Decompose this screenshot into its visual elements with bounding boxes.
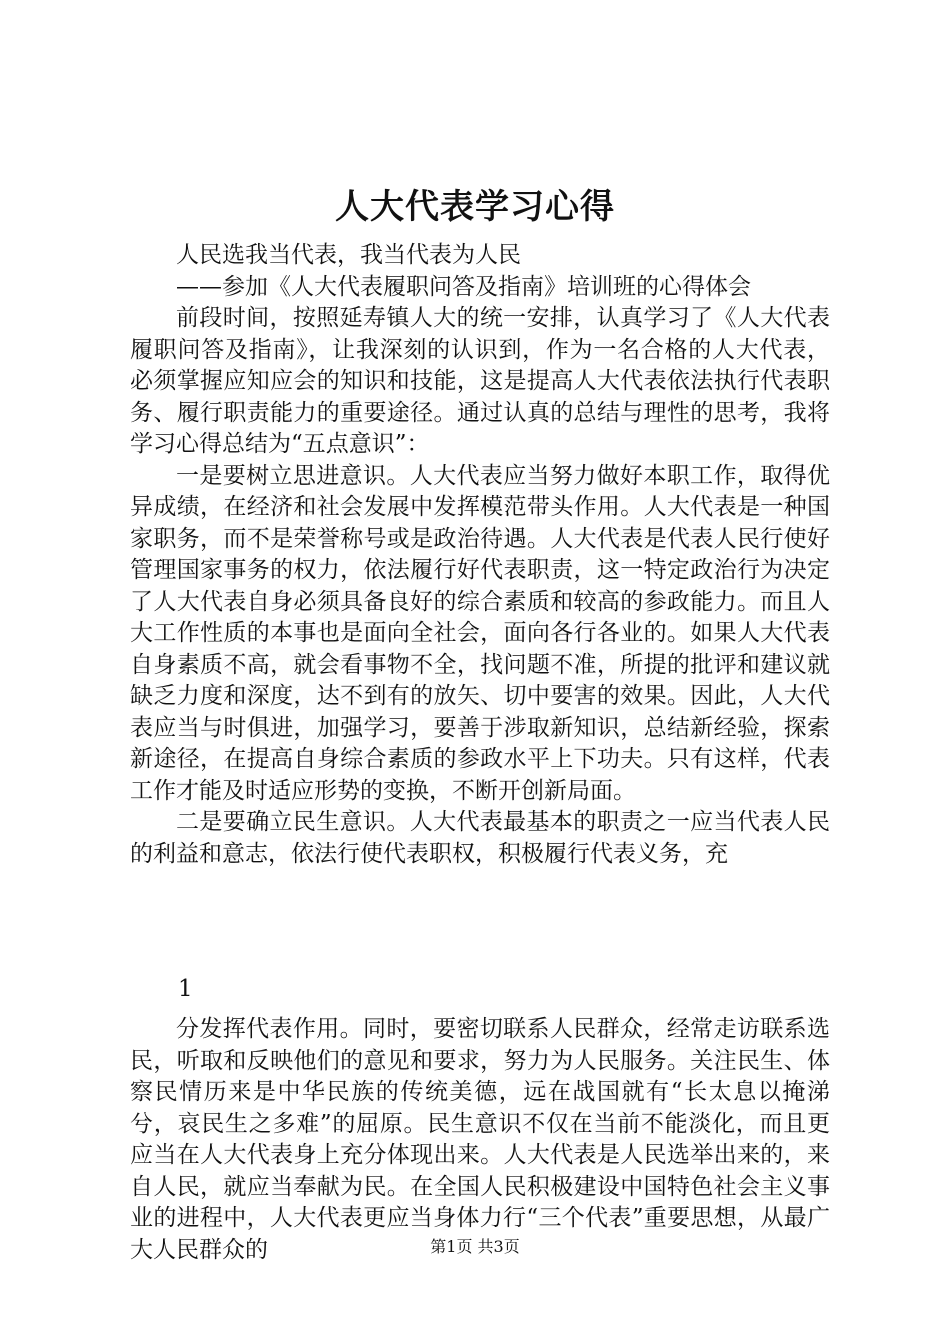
subtitle-line: 人民选我当代表，我当代表为人民	[176, 242, 521, 268]
subtitle-subline: ——参加《人大代表履职问答及指南》培训班的心得体会	[176, 273, 751, 300]
body-text-part1	[130, 240, 830, 870]
paragraph-point-one: 一是要树立思进意识。人大代表应当努力做好本职工作，取得优异成绩，在经济和社会发展中发挥模范带头作用。人大代表是一种国家职务，而不是荣誉称号或是政治待遇。人大代表是代表人民行使好管理国家事务的权力，依法履行好代表职责，这一特定政治行为决定了人大代表自身必须具备良好的综合素质和较高的参政能力。而且人大工作性质的本事也是面向全社会，面向各行各业的。如果人大代表自身素质不高，就会看事物不全，找问题不准，所提的批评和建议就缺乏力度和深度，达不到有的放矢、切中要害的效果。因此，人大代表应当与时俱进，加强学习，要善于涉取新知识，总结新经验，探索新途径，在提高自身综合素质的参政水平上下功夫。只有这样，代表工作才能及时适应形势的变换，不断开创新局面。	[130, 462, 830, 804]
paragraph-point-two-continued: 分发挥代表作用。同时，要密切联系人民群众，经常走访联系选民，听取和反映他们的意见和要求，努力为人民服务。关注民生、体察民情历来是中华民族的传统美德，远在战国就有“长太息以掩涕兮，哀民生之多难”的屈原。民生意识不仅在当前不能淡化，而且更应当在人大代表身上充分体现出来。人大代表是人民选举出来的，来自人民，就应当奉献为民。在全国人民积极建设中国特色社会主义事业的进程中，人大代表更应当身体力行“三个代表”重要思想，从最广大人民群众的	[130, 1016, 830, 1263]
inline-page-number: 1	[178, 976, 193, 1002]
body-text-part2	[130, 1014, 830, 1266]
page-title: 人大代表学习心得	[335, 187, 615, 227]
paragraph-point-two: 二是要确立民生意识。人大代表最基本的职责之一应当代表人民的利益和意志，依法行使代表职权，积极履行代表义务，充	[130, 809, 830, 867]
page-footer: 第1页 共3页	[430, 1237, 520, 1256]
paragraph-intro: 前段时间，按照延寿镇人大的统一安排，认真学习了《人大代表履职问答及指南》，让我深刻的认识到，作为一名合格的人大代表，必须掌握应知应会的知识和技能，这是提高人大代表依法执行代表职务、履行职责能力的重要途径。通过认真的总结与理性的思考，我将学习心得总结为“五点意识”：	[130, 305, 830, 457]
